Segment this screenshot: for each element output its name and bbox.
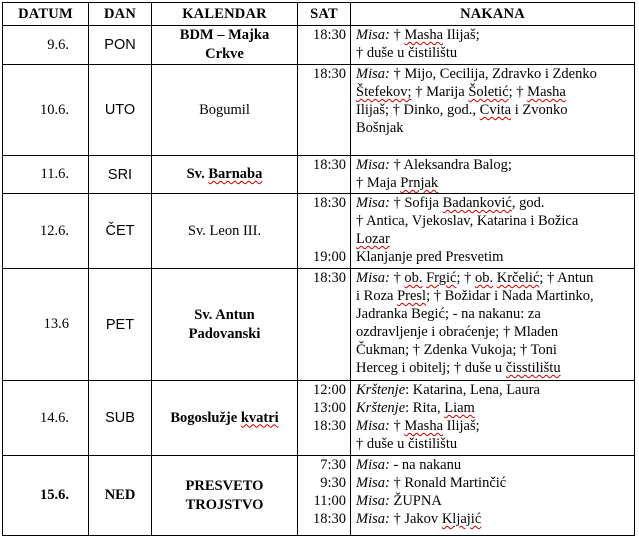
row-times xyxy=(298,456,351,536)
intention-text: i Roza xyxy=(356,288,398,304)
intention-text: ; † Božidar i Nada Martinko, xyxy=(426,288,594,304)
intention-text: i Zvonko xyxy=(511,102,568,118)
intention-text: Kljajić xyxy=(441,511,482,527)
intention-text: Ilijaš; † Dinko, god., xyxy=(356,102,480,118)
intention-text: Misa: xyxy=(356,493,390,509)
schedule-table xyxy=(2,2,635,536)
time-slot: 18:30 xyxy=(312,195,346,211)
intention-text: Bošnjak xyxy=(356,120,404,136)
intention-line xyxy=(351,492,634,510)
calendar-line: Crkve xyxy=(205,46,244,62)
time-slot: 18:30 xyxy=(312,27,346,43)
calendar-line: Padovanski xyxy=(188,325,261,342)
intention-line xyxy=(351,456,634,474)
time-gap xyxy=(298,83,350,101)
intention-text: † Jakov xyxy=(389,511,442,527)
row-date: 10.6. xyxy=(3,65,89,156)
intention-line xyxy=(351,417,634,435)
row-date: 15.6. xyxy=(3,456,89,536)
intention-line xyxy=(351,44,634,62)
intention-line xyxy=(351,341,634,359)
time-slot: 18:30 xyxy=(312,270,346,286)
schedule-row xyxy=(3,456,635,536)
row-calendar xyxy=(152,269,298,381)
time-gap xyxy=(298,174,350,192)
intention-text: † Aleksandra Balog; xyxy=(389,157,512,173)
intention-text: Liam xyxy=(444,400,475,416)
header-row xyxy=(3,3,635,26)
intention-text: , god. xyxy=(511,195,545,211)
intention-line xyxy=(351,101,634,119)
row-times xyxy=(298,194,351,269)
time-slot: 19:00 xyxy=(312,249,346,265)
intention-text: Prnjak xyxy=(400,175,439,191)
intention-line xyxy=(351,248,634,266)
time-slot: 18:30 xyxy=(312,66,346,82)
intention-text: Masha xyxy=(404,27,444,43)
row-intention xyxy=(351,194,635,269)
row-intention xyxy=(351,269,635,381)
calendar-line: TROJSTVO xyxy=(185,496,264,513)
intention-line xyxy=(351,230,634,248)
intention-line xyxy=(351,474,634,492)
calendar-line: Bogumil xyxy=(199,101,250,118)
header-time: SAT xyxy=(298,3,351,26)
intention-line xyxy=(351,381,634,399)
intention-text: - na nakanu xyxy=(389,457,462,473)
intention-text: ; † xyxy=(456,270,475,286)
intention-text: Badanković xyxy=(442,195,512,211)
intention-text: Presl xyxy=(397,288,427,304)
calendar-line: Sv. Barnaba xyxy=(186,166,263,182)
intention-text: Misa: xyxy=(356,195,390,211)
row-intention xyxy=(351,26,635,65)
intention-line xyxy=(351,194,634,212)
intention-line xyxy=(351,435,634,453)
time-gap xyxy=(298,119,350,137)
row-calendar xyxy=(152,65,298,156)
intention-line xyxy=(351,305,634,323)
intention-text: † Marija xyxy=(411,84,469,100)
intention-text: † Ronald Martinčić xyxy=(389,475,507,491)
intention-text: ; † xyxy=(508,84,528,100)
schedule-row xyxy=(3,194,635,269)
intention-text: ozdravljenje i obraćenje; † Mladen xyxy=(356,324,559,340)
intention-line xyxy=(351,212,634,230)
row-intention xyxy=(351,65,635,156)
row-calendar xyxy=(152,456,298,536)
intention-text: Misa: xyxy=(356,457,390,473)
row-calendar xyxy=(152,381,298,456)
row-date: 11.6. xyxy=(3,156,89,194)
intention-line xyxy=(351,510,634,528)
intention-text: Frgić xyxy=(426,270,457,286)
intention-text: Masha xyxy=(527,84,566,100)
row-date: 14.6. xyxy=(3,381,89,456)
time-gap xyxy=(298,101,350,119)
intention-text: čisstilištu xyxy=(505,360,561,376)
intention-text: Misa: xyxy=(356,157,390,173)
intention-text: Čukman; † Zdenka Vukoja; † Toni xyxy=(356,342,557,358)
time-slot: 7:30 xyxy=(320,457,346,473)
intention-text: Misa: xyxy=(356,475,390,491)
intention-text: Jadranka Begić; - na nakanu: za xyxy=(356,306,541,322)
header-intention: NAKANA xyxy=(351,3,635,26)
intention-text: † Antica, Vjekoslav, Katarina i Božica xyxy=(356,213,579,229)
row-calendar xyxy=(152,156,298,194)
row-day: SRI xyxy=(89,156,152,194)
intention-text: Cvita xyxy=(479,102,512,118)
time-slot: 11:00 xyxy=(313,493,346,509)
intention-text: † Sofija xyxy=(389,195,443,211)
calendar-line: Sv. Leon III. xyxy=(187,222,262,239)
time-gap xyxy=(298,435,350,453)
intention-line xyxy=(351,399,634,417)
intention-line xyxy=(351,359,634,377)
intention-text: Klanjanje pred Presvetim xyxy=(356,249,504,265)
row-times xyxy=(298,269,351,381)
row-date: 13.6 xyxy=(3,269,89,381)
intention-text: Ilijaš; xyxy=(443,418,480,434)
intention-line xyxy=(351,269,634,287)
intention-text: Misa: xyxy=(356,66,390,82)
schedule-row xyxy=(3,156,635,194)
intention-text: Šoletić xyxy=(468,84,509,100)
intention-line xyxy=(351,119,634,137)
row-date: 12.6. xyxy=(3,194,89,269)
row-times xyxy=(298,381,351,456)
row-times xyxy=(298,65,351,156)
calendar-line: Bogoslužje kvatri xyxy=(170,409,279,426)
time-gap xyxy=(298,212,350,230)
intention-text: Herceg i obitelj; † duše u xyxy=(356,360,506,376)
intention-text: ob. xyxy=(404,270,423,286)
intention-text: ŽUPNA xyxy=(389,493,442,509)
row-day: SUB xyxy=(89,381,152,456)
intention-text: : Katarina, Lena, Laura xyxy=(405,382,540,398)
row-day: PET xyxy=(89,269,152,381)
intention-line xyxy=(351,26,634,44)
intention-text: † xyxy=(389,27,405,43)
intention-text: Štefekov; xyxy=(356,84,412,100)
intention-text: : Rita, xyxy=(405,400,445,416)
time-gap xyxy=(298,137,350,155)
intention-text: Krštenje xyxy=(356,382,406,398)
header-day: DAN xyxy=(89,3,152,26)
intention-line xyxy=(351,323,634,341)
row-calendar xyxy=(152,26,298,65)
intention-text: Masha xyxy=(404,418,444,434)
intention-text: † duše u čistilištu xyxy=(356,436,458,452)
intention-text: Lozar xyxy=(356,231,390,247)
intention-text: † duše u čistilištu xyxy=(356,45,458,61)
time-slot: 18:30 xyxy=(312,511,346,527)
intention-text: † xyxy=(389,270,405,286)
intention-text: ; † Antun xyxy=(539,270,594,286)
row-times xyxy=(298,156,351,194)
schedule-row xyxy=(3,26,635,65)
row-intention xyxy=(351,456,635,536)
row-intention xyxy=(351,156,635,194)
intention-line xyxy=(351,287,634,305)
intention-text: Misa: xyxy=(356,418,390,434)
row-day: UTO xyxy=(89,65,152,156)
time-slot: 18:30 xyxy=(312,157,346,173)
intention-line xyxy=(351,65,634,83)
row-date: 9.6. xyxy=(3,26,89,65)
time-slot: 13:00 xyxy=(312,400,346,416)
intention-line xyxy=(351,174,634,192)
schedule-row xyxy=(3,381,635,456)
time-gap xyxy=(298,230,350,248)
header-calendar: KALENDAR xyxy=(152,3,298,26)
intention-text: Misa: xyxy=(356,511,390,527)
intention-line xyxy=(351,156,634,174)
row-intention xyxy=(351,381,635,456)
intention-text: † Maja xyxy=(356,175,401,191)
calendar-line: BDM – Majka xyxy=(179,27,270,43)
intention-text: Misa: xyxy=(356,270,390,286)
schedule-row xyxy=(3,65,635,156)
intention-text: Krštenje xyxy=(356,400,406,416)
header-date: DATUM xyxy=(3,3,89,26)
calendar-line: Sv. Antun xyxy=(194,306,255,323)
intention-line xyxy=(351,83,634,101)
row-day: ČET xyxy=(89,194,152,269)
intention-text: † xyxy=(389,418,405,434)
intention-text: Misa: xyxy=(356,27,390,43)
time-gap xyxy=(298,44,350,62)
time-slot: 12:00 xyxy=(312,382,346,398)
calendar-line: PRESVETO xyxy=(185,477,264,494)
row-times xyxy=(298,26,351,65)
intention-text: Ilijaš; xyxy=(443,27,480,43)
row-calendar xyxy=(152,194,298,269)
schedule-row xyxy=(3,269,635,381)
intention-text: ob. xyxy=(474,270,494,286)
time-slot: 18:30 xyxy=(312,418,346,434)
intention-text: Krčelić xyxy=(496,270,540,286)
row-day: NED xyxy=(89,456,152,536)
row-day: PON xyxy=(89,26,152,65)
intention-text: † Mijo, Cecilija, Zdravko i Zdenko xyxy=(389,66,597,82)
time-slot: 9:30 xyxy=(320,475,346,491)
